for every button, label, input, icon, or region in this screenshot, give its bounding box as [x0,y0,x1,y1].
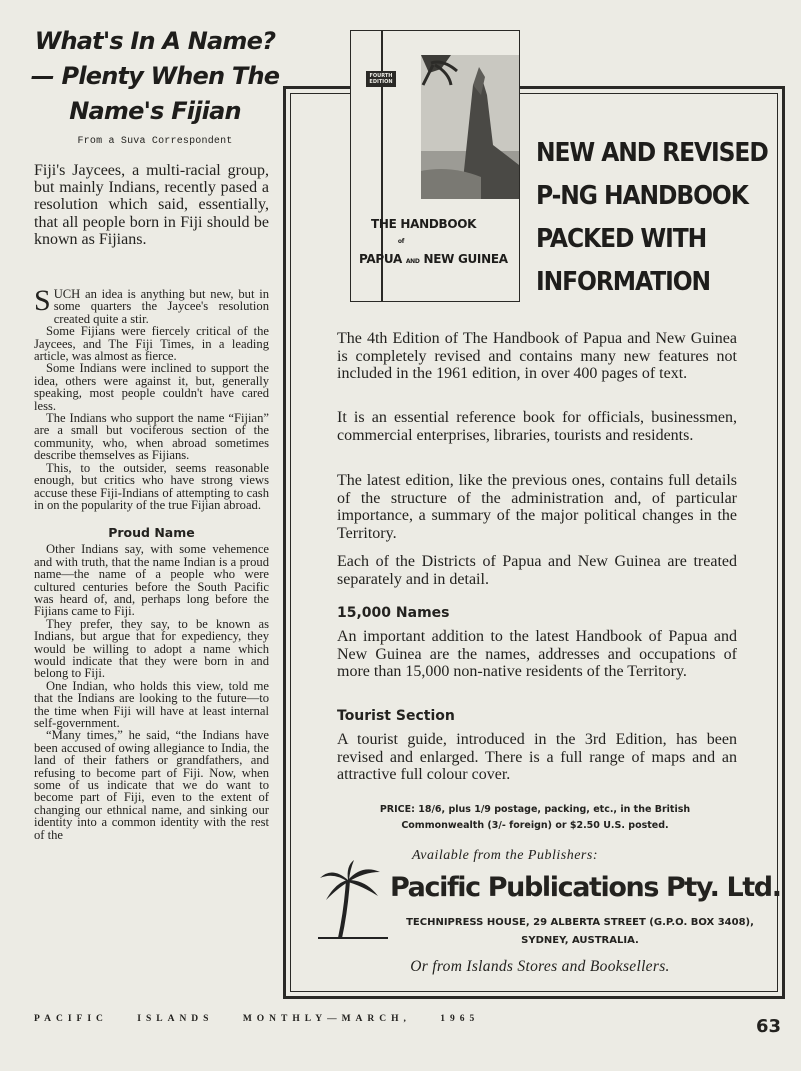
address-line-2: SYDNEY, AUSTRALIA. [521,935,639,946]
book-title-line-1: THE HANDBOOK [371,217,477,231]
ad-subhead-names: 15,000 Names [337,605,450,621]
ad-paragraph-4: Each of the Districts of Papua and New Guinea are treated separately and in detail. [337,553,737,588]
edition-badge: FOURTH EDITION [366,71,396,87]
byline: From a Suva Correspondent [77,136,233,147]
palm-tree-icon [318,860,388,942]
cover-photo [421,55,519,199]
footer-word-4: 1965 [440,1014,480,1024]
book-title-and: AND [405,258,420,265]
footer-word-1: PACIFIC [34,1014,108,1024]
paragraph-6: Other Indians say, with some vehemence and with truth, that the name Indian is a proud name—the name of a people who were cultured centuries before the South Pacific was heard of, and, perhaps long before the Fijians came to Fiji. [34,542,269,619]
paragraph-2: Some Fijians were fiercely critical of the Jaycees, and The Fiji Times, in a leading article, was almost as fierce. [34,324,269,364]
paragraph-4: The Indians who support the name “Fijian” are a small but vociferous section of the community, who, when abroad sometimes describe themselves as Fijians. [34,411,269,463]
article-intro: Fiji's Jaycees, a multi-racial group, but mainly Indians, recently pased a resolution which said, essentially, that all people born in Fiji should be known as Fijians. [34,162,269,248]
paragraph-1 [34,284,269,326]
page-footer [34,1014,554,1024]
article-headline [30,24,280,129]
paragraph-8: One Indian, who holds this view, told me that the Indians are looking to the future—to the time when Fiji will have at least internal self-government. [34,678,269,730]
ad-headline-line-3: PACKED WITH [536,224,707,254]
price-line-2: Commonwealth (3/- foreign) or $2.50 U.S. posted. [401,820,669,831]
ad-paragraph-2: It is an essential reference book for officials, businessmen, commercial enterprises, libraries, tourists and residents. [337,409,737,444]
book-cover [350,30,520,302]
book-title-line-2 [359,252,508,266]
footer-word-2: ISLANDS [137,1014,214,1024]
headline-line-1: What's In A Name? [34,27,276,55]
ad-paragraph-5: An important addition to the latest Handbook of Papua and New Guinea are the names, addresses and occupations of more than 15,000 non-native residents of the Territory. [337,628,737,680]
price-info [340,802,730,834]
paragraph-1-text: UCH an idea is anything but new, but in some quarters the Jaycee's resolution created quite a stir. [53,287,269,326]
headline-line-2: — Plenty When The [30,62,280,90]
paragraph-7: They prefer, they say, to be known as Indians, but argue that for expediency, they would be willing to adopt a name which would indicate that they were born in and belong to Fiji. [34,616,269,681]
paragraph-3: Some Indians were inclined to support the idea, others were against it, but, generally speaking, most people couldn't have cared less. [34,361,269,413]
ad-headline-line-1: NEW AND REVISED [536,138,768,168]
ad-paragraph-6: A tourist guide, introduced in the 3rd Edition, has been revised and enlarged. There is a full range of maps and an attractive full colour cover. [337,731,737,783]
publisher-name: Pacific Publications Pty. Ltd. [390,872,781,903]
ad-headline-line-4: INFORMATION [536,267,711,297]
subhead-proud-name: Proud Name [108,525,195,541]
headline-line-3: Name's Fijian [69,97,241,125]
stores-note: Or from Islands Stores and Booksellers. [410,958,670,975]
publisher-address [390,914,770,950]
paragraph-9: “Many times,” he said, “the Indians have been accused of owing allegiance to India, the land of their fathers or grandfathers, and refusing to become part of Fiji. Now, when some of us indicate that we do want to become part of Fiji, even to the extent of changing our ethnical name, and sinking our identity into a common identity with the rest of the [34,728,269,842]
paragraph-5: This, to the outsider, seems reasonable enough, but critics who have strong views accuse these Fiji-Indians of attempting to cash in on the popularity of the true Fijian abroad. [34,460,269,512]
article-body [34,284,269,842]
drop-cap: S [34,284,51,317]
footer-word-3: MONTHLY—MARCH, [242,1014,411,1024]
ad-headline [536,132,776,304]
book-title-new-guinea: NEW GUINEA [423,252,508,266]
page-number: 63 [756,1016,782,1037]
ad-headline-line-2: P-NG HANDBOOK [536,181,748,211]
cover-photo-image [421,55,519,199]
address-line-1: TECHNIPRESS HOUSE, 29 ALBERTA STREET (G.P.O. BOX 3408), [406,917,754,928]
price-line-1: PRICE: 18/6, plus 1/9 postage, packing, etc., in the British [379,804,691,815]
ad-paragraph-1: The 4th Edition of The Handbook of Papua and New Guinea is completely revised and contains many new features not included in the 1961 edition, in over 400 pages of text. [337,330,737,382]
available-from: Available from the Publishers: [412,848,598,863]
book-title-papua: PAPUA [359,252,402,266]
ad-paragraph-3: The latest edition, like the previous ones, contains full details of the structure of the administration and, of particular importance, a summary of the major political changes in the Territory. [337,472,737,542]
ad-subhead-tourist: Tourist Section [337,708,455,724]
book-title-of: of [397,238,405,245]
